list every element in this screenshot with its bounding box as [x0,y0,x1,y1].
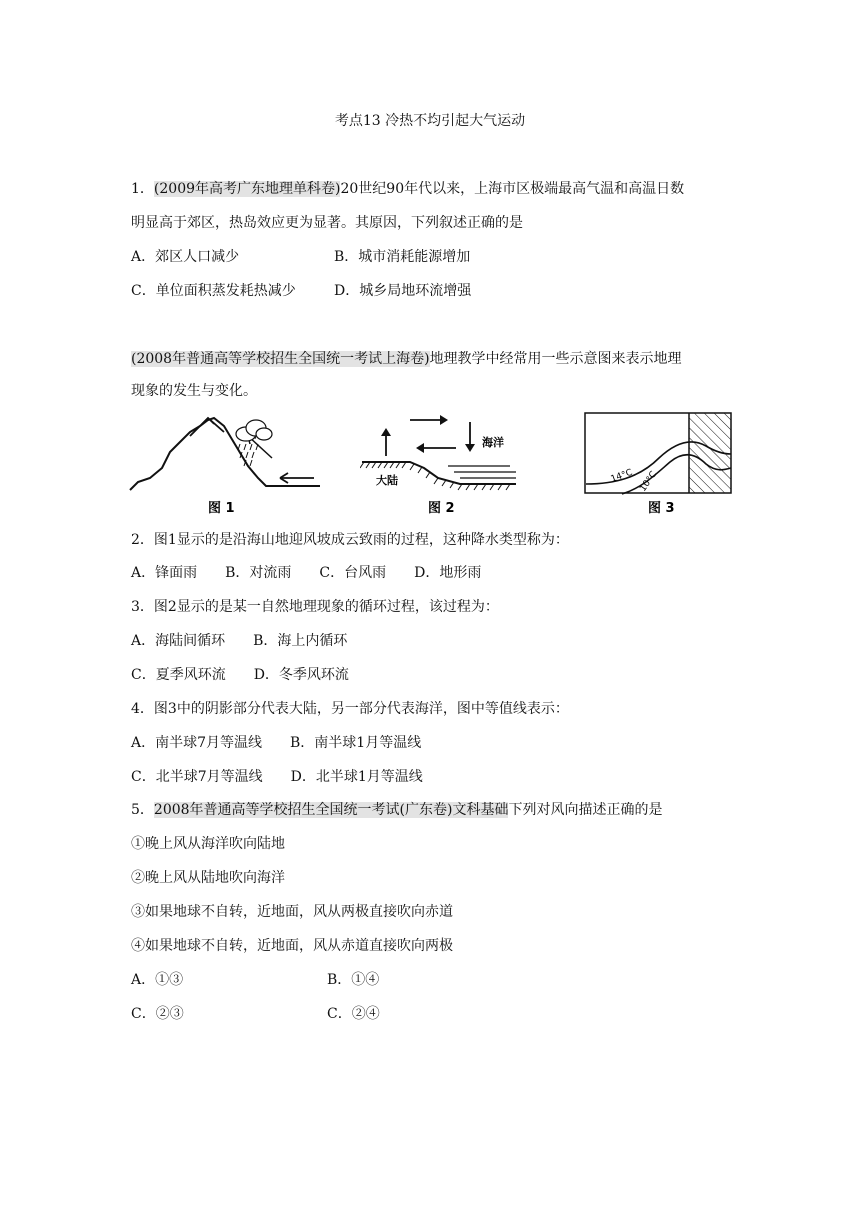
q5-option-d: C．②④ [327,1006,380,1022]
q1-number: 1． [131,181,154,197]
q3-options-cd: C．夏季风环流 D．冬季风环流 [131,667,349,683]
figure-1-caption: 图 1 [208,501,235,516]
rising-arrow-head [381,428,391,436]
intro-text-1: 地理教学中经常用一些示意图来表示地理 [429,351,682,367]
q5-line-1 [131,800,662,820]
q1-option-c: C．单位面积蒸发耗热减少 [131,283,296,299]
figure-1-orographic-rain [128,412,324,518]
isotherm-14-label: 14°C [609,467,634,485]
figure-3-isotherm-map [584,412,734,518]
q1-line-2: 明显高于郊区，热岛效应更为显著。其原因，下列叙述正确的是 [131,215,523,231]
q5-source: 2008年普通高等学校招生全国统一考试(广东卷)文科基础 [153,802,509,818]
q4-options-ab: A．南半球7月等温线 B．南半球1月等温线 [131,735,422,751]
q3-options-ab: A．海陆间循环 B．海上内循环 [131,633,348,649]
figure-2-caption: 图 2 [428,501,455,516]
page-title: 考点13 冷热不均引起大气运动 [334,113,526,129]
q5-option-a: A．①③ [131,972,184,988]
q5-option-b: B．①④ [327,972,380,988]
q1-option-d: D．城乡局地环流增强 [334,283,472,299]
rain-icon [238,444,258,466]
q1-option-a: A．郊区人口减少 [131,249,240,265]
q5-statement-3: ③如果地球不自转，近地面，风从两极直接吹向赤道 [131,904,453,920]
q1-source: (2009年高考广东地理单科卷) [153,181,341,197]
cloud-icon [236,420,272,441]
mountain-outline [130,418,320,490]
q1-line-1 [131,179,684,199]
q5-text: 下列对风向描述正确的是 [508,802,663,818]
upper-flow-arrow-head [440,415,448,425]
q2-options: A．锋面雨 B．对流雨 C．台风雨 D．地形雨 [131,565,482,581]
q5-statement-1: ①晚上风从海洋吹向陆地 [131,836,285,852]
q3-stem: 3．图2显示的是某一自然地理现象的循环过程，该过程为： [131,599,499,615]
q5-option-c: C．②③ [131,1006,184,1022]
q5-statement-4: ④如果地球不自转，近地面，风从赤道直接吹向两极 [131,938,453,954]
sea-surface-lines [448,466,516,478]
q1-option-b: B．城市消耗能源增加 [334,249,471,265]
intro-line-2: 现象的发生与变化。 [131,383,257,399]
q5-statement-2: ②晚上风从陆地吹向海洋 [131,870,285,886]
q4-stem: 4．图3中的阴影部分代表大陆，另一部分代表海洋，图中等值线表示： [131,701,569,717]
land-label: 大陆 [376,474,398,487]
figure-3-caption: 图 3 [648,501,675,516]
intro-source: (2008年普通高等学校招生全国统一考试上海卷) [131,351,430,367]
q5-number: 5． [131,802,154,818]
figure-2-sea-land-circulation [360,410,520,518]
surface-flow-arrow-head [416,443,424,453]
q2-stem: 2．图1显示的是沿海山地迎风坡成云致雨的过程，这种降水类型称为： [131,532,569,548]
isotherm-10-label: 10°C [638,469,660,494]
intro-line-1 [131,349,682,369]
q1-text-1: 20世纪90年代以来，上海市区极端最高气温和高温日数 [340,181,685,197]
sea-label: 海洋 [482,436,504,449]
q4-options-cd: C．北半球7月等温线 D．北半球1月等温线 [131,769,423,785]
sinking-arrow-head [465,444,475,452]
